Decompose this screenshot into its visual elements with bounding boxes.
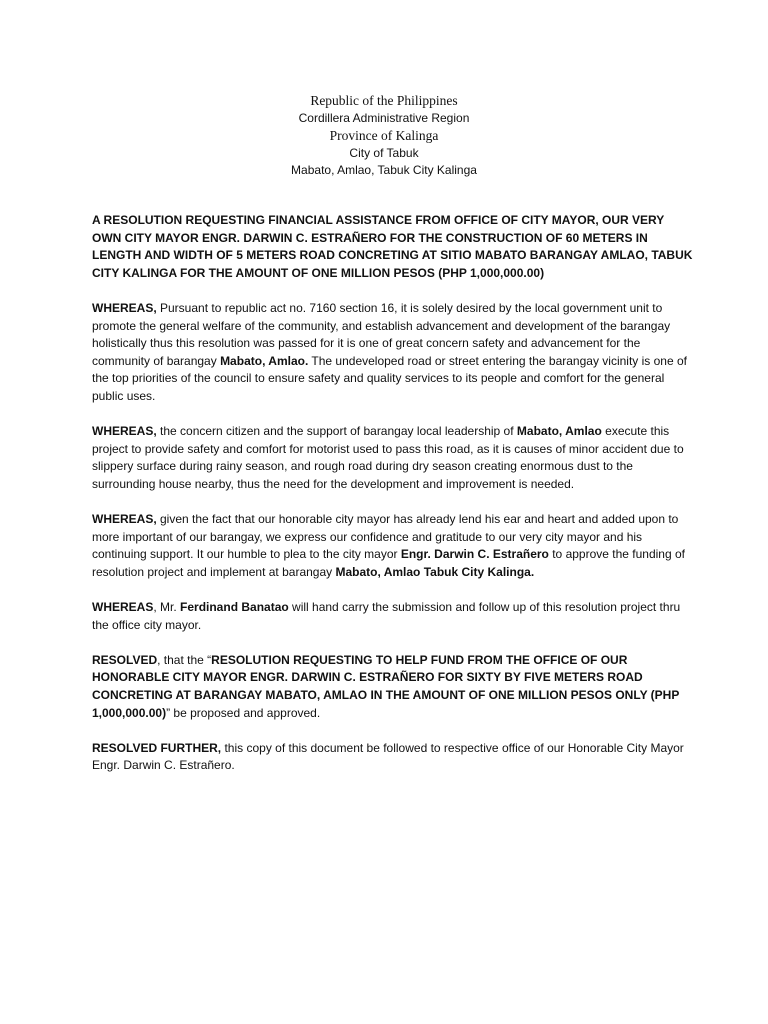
letterhead — [0, 92, 768, 180]
paragraph-lead: WHEREAS, — [92, 424, 157, 439]
paragraph-text: ” be proposed and approved. — [166, 705, 321, 720]
header-region: Cordillera Administrative Region — [298, 110, 470, 125]
paragraph-lead: WHEREAS — [92, 600, 154, 615]
whereas-paragraph-3 — [92, 511, 696, 581]
paragraph-text: execute this project to provide safety and comfort for motorist used to pass this road, as it is causes of minor accident due to slippery surface during rainy season, and rough road during dry season creating enormous dust to the surrounding house nearby, thus the need for the development and improvement is needed. — [92, 424, 684, 491]
paragraph-lead: RESOLVED — [92, 652, 158, 667]
paragraph-text: given the fact that our honorable city mayor has already lend his ear and heart and added upon to more important of our barangay, we express our confidence and gratitude to our very city mayor and his continuing support. It our humble to plea to the city mayor — [92, 512, 679, 562]
whereas-paragraph-2 — [92, 423, 696, 493]
paragraph-bold: Mabato, Amlao Tabuk City Kalinga. — [335, 564, 535, 579]
paragraph-text: will hand carry the submission and follow up of this resolution project thru the office city mayor. — [92, 600, 681, 632]
paragraph-text: the concern citizen and the support of barangay local leadership of — [156, 424, 517, 439]
paragraph-text: The undeveloped road or street entering the barangay vicinity is one of the top priorities of the council to ensure safety and quality services to its people and comfort for the general public uses. — [92, 353, 687, 403]
resolved-paragraph — [92, 652, 696, 722]
whereas-paragraph-4 — [92, 599, 696, 634]
paragraph-bold: Engr. Darwin C. Estrañero — [400, 547, 549, 562]
whereas-paragraph-1 — [92, 300, 696, 406]
paragraph-lead: RESOLVED FURTHER, — [92, 740, 222, 755]
paragraph-bold: RESOLUTION REQUESTING TO HELP FUND FROM THE OFFICE OF OUR HONORABLE CITY MAYOR ENGR. DARWIN C. ESTRAÑERO FOR SIXTY BY FIVE METERS ROAD CONCRETING AT BARANGAY MABATO, AMLAO IN THE AMOUNT OF ONE MILLION PESOS ONLY (PHP 1,000,000.00) — [92, 652, 680, 720]
paragraph-lead: WHEREAS, — [92, 300, 157, 315]
paragraph-bold: Mabato, Amlao. — [220, 353, 309, 368]
paragraph-lead: WHEREAS, — [92, 512, 157, 527]
paragraph-text: Pursuant to republic act no. 7160 section 16, it is solely desired by the local government unit to promote the general welfare of the community, and establish advancement and development of the barangay holistically thus this resolution was passed for it is one of great concern safety and advancement for the community of barangay — [92, 300, 671, 368]
paragraph-text: to approve the funding of resolution project and implement at barangay — [92, 547, 685, 579]
paragraph-bold: Ferdinand Banatao — [180, 600, 289, 615]
header-barangay: Mabato, Amlao, Tabuk City Kalinga — [291, 163, 477, 178]
paragraph-text: , Mr. — [153, 600, 181, 615]
paragraph-text: , that the “ — [157, 652, 212, 667]
header-city: City of Tabuk — [349, 145, 419, 160]
header-country: Republic of the Philippines — [310, 93, 458, 108]
resolved-further-paragraph — [92, 740, 696, 775]
resolution-title: A RESOLUTION REQUESTING FINANCIAL ASSISTANCE FROM OFFICE OF CITY MAYOR, OUR VERY OWN CITY MAYOR ENGR. DARWIN C. ESTRAÑERO FOR THE CONSTRUCTION OF 60 METERS IN LENGTH AND WIDTH OF 5 METERS ROAD CONCRETING AT SITIO MABATO BARANGAY AMLAO, TABUK CITY KALINGA FOR THE AMOUNT OF ONE MILLION PESOS (PHP 1,000,000.00) — [92, 213, 693, 280]
paragraph-text: this copy of this document be followed to respective office of our Honorable City Mayor Engr. Darwin C. Estrañero. — [92, 740, 684, 773]
paragraph-bold: Mabato, Amlao — [516, 424, 602, 439]
resolution-body — [92, 212, 696, 793]
header-province: Province of Kalinga — [329, 128, 439, 144]
